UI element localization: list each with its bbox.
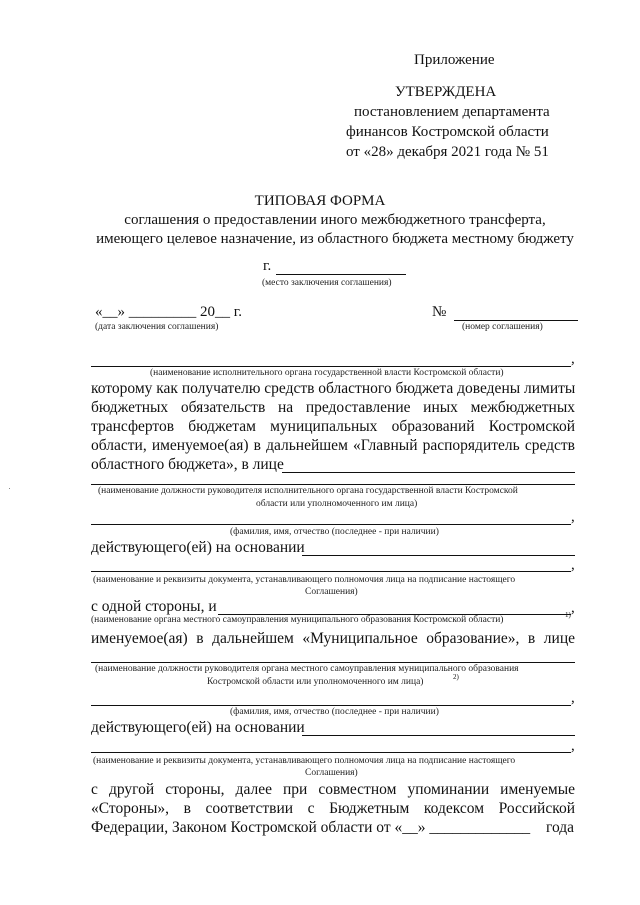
comma-5: , [571, 690, 575, 706]
comma-1: , [571, 351, 575, 367]
named-municipality-line: именуемое(ая) в дальнейшем «Муниципальное образование», в лице [91, 630, 575, 647]
authority-doc-1-caption-2: Соглашения) [305, 587, 358, 597]
local-head-caption-1: (наименование должности руководителя органа местного самоуправления муниципального образования [95, 664, 519, 674]
acting-basis-2: действующего(ей) на основании [91, 719, 305, 736]
acting-basis-2-blank [302, 735, 575, 736]
paragraph-2-line-2: «Стороны», в соответствии с Бюджетным кодексом Российской [91, 800, 575, 817]
place-caption: (место заключения соглашения) [262, 278, 392, 288]
paragraph-2-line-3b: года [546, 819, 575, 836]
authority-doc-2-caption-1: (наименование и реквизиты документа, устанавливающего полномочия лица на подписание настоящего [93, 756, 516, 766]
paragraph-2-line-3a: Федерации, Законом Костромской области от «__» _____________ [91, 819, 531, 836]
paragraph-2-line-1: с другой стороны, далее при совместном упоминании именуемые [91, 781, 575, 798]
acting-basis-1-blank [302, 555, 575, 556]
document-subtitle-2: имеющего целевое назначение, из областного бюджета местному бюджету [96, 231, 574, 247]
date-caption: (дата заключения соглашения) [95, 322, 219, 332]
paragraph-1-line-5: областного бюджета», в лице [91, 456, 284, 473]
paragraph-1-line-3: трансфертов бюджетам муниципальных образований Костромской [91, 418, 575, 435]
paragraph-1-line-4: области, именуемое(ая) в дальнейшем «Главный распорядитель средств [91, 437, 575, 454]
document-subtitle-1: соглашения о предоставлении иного межбюджетного трансферта, [124, 212, 546, 228]
authority-doc-1-caption-1: (наименование и реквизиты документа, устанавливающего полномочия лица на подписание настоящего [93, 575, 516, 585]
appendix-label: Приложение [414, 52, 495, 68]
local-gov-caption: (наименование органа местного самоуправления муниципального образования Костромской области) [91, 615, 504, 625]
fio-1-blank [91, 524, 571, 525]
authority-doc-2-caption-2: Соглашения) [305, 768, 358, 778]
one-side-text: с одной стороны, и [91, 598, 217, 615]
head-position-caption-1: (наименование должности руководителя исполнительного органа государственной власти Костромской [98, 486, 518, 496]
in-person-blank [282, 472, 575, 473]
place-blank [276, 274, 406, 275]
paragraph-1-line-1: которому как получателю средств областного бюджета доведены лимиты [91, 380, 576, 397]
place-prefix: г. [263, 258, 272, 274]
comma-2: , [571, 509, 575, 525]
comma-4: , [571, 600, 575, 616]
fio-2-caption: (фамилия, имя, отчество (последнее - при наличии) [230, 707, 439, 717]
executive-body-caption: (наименование исполнительного органа государственной власти Костромской области) [150, 368, 504, 378]
approved-line-2: финансов Костромской области [346, 124, 549, 140]
approved-label: УТВЕРЖДЕНА [395, 84, 497, 100]
fio-1-caption: (фамилия, имя, отчество (последнее - при наличии) [230, 527, 439, 537]
local-head-blank [91, 662, 575, 663]
head-position-blank [91, 484, 575, 485]
head-position-caption-2: области или уполномоченного им лица) [256, 499, 418, 509]
document-title: ТИПОВАЯ ФОРМА [254, 193, 386, 209]
approved-line-1: постановлением департамента [354, 104, 550, 120]
acting-basis-1: действующего(ей) на основании [91, 539, 305, 556]
paragraph-1-line-2: бюджетных обязательств на предоставление иных межбюджетных [91, 399, 575, 416]
comma-6: , [571, 738, 575, 754]
executive-body-blank [91, 366, 571, 367]
local-head-caption-2: Костромской области или уполномоченного им лица) [207, 677, 424, 687]
fio-2-blank [91, 705, 571, 706]
comma-3: , [571, 557, 575, 573]
number-blank [454, 320, 578, 321]
number-prefix: № [432, 304, 447, 320]
authority-doc-1-blank [91, 571, 571, 572]
approved-line-3: от «28» декабря 2021 года № 51 [346, 144, 549, 160]
number-caption: (номер соглашения) [462, 322, 543, 332]
local-gov-footnote-mark: 1) [565, 611, 571, 619]
scan-speck [9, 488, 10, 489]
authority-doc-2-blank [91, 752, 571, 753]
date-text: «__» _________ 20__ г. [95, 304, 242, 320]
local-head-footnote-mark: 2) [453, 673, 459, 681]
